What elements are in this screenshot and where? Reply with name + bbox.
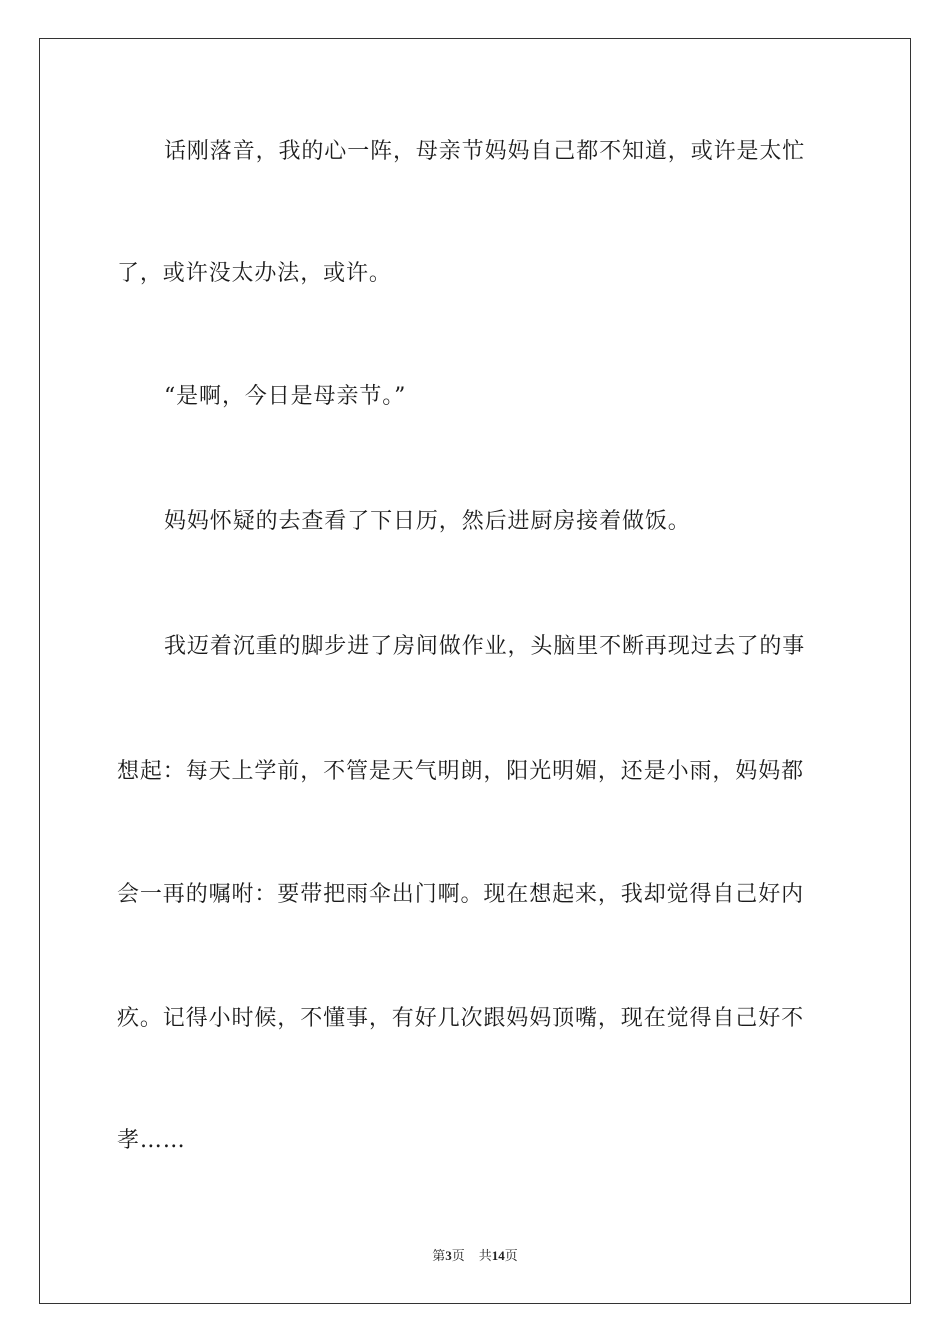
paragraph-line: 我迈着沉重的脚步进了房间做作业，头脑里不断再现过去了的事 [164, 634, 806, 659]
total-suffix: 页 [504, 1248, 518, 1263]
paragraph-line: 话刚落音，我的心一阵，母亲节妈妈自己都不知道，或许是太忙 [164, 139, 806, 164]
paragraph-line: 孝…… [117, 1128, 186, 1153]
page-border [39, 38, 911, 1304]
paragraph-line: 想起：每天上学前，不管是天气明朗，阳光明媚，还是小雨，妈妈都 [117, 759, 805, 784]
paragraph-line: 妈妈怀疑的去查看了下日历，然后进厨房接着做饭。 [164, 509, 691, 534]
paragraph-line: 会一再的嘱咐：要带把雨伞出门啊。现在想起来，我却觉得自己好内 [117, 882, 805, 907]
paragraph-line: 疚。记得小时候，不懂事，有好几次跟妈妈顶嘴，现在觉得自己好不 [117, 1006, 805, 1031]
page-number: 3 [445, 1248, 452, 1263]
page-prefix: 第 [432, 1248, 446, 1263]
paragraph-line: 了，或许没太办法，或许。 [117, 261, 392, 286]
page-suffix: 页 [451, 1248, 465, 1263]
total-pages: 14 [491, 1248, 505, 1263]
total-prefix: 共 [478, 1248, 492, 1263]
page-footer [0, 1248, 950, 1264]
paragraph-line: “是啊，今日是母亲节。” [164, 384, 407, 409]
